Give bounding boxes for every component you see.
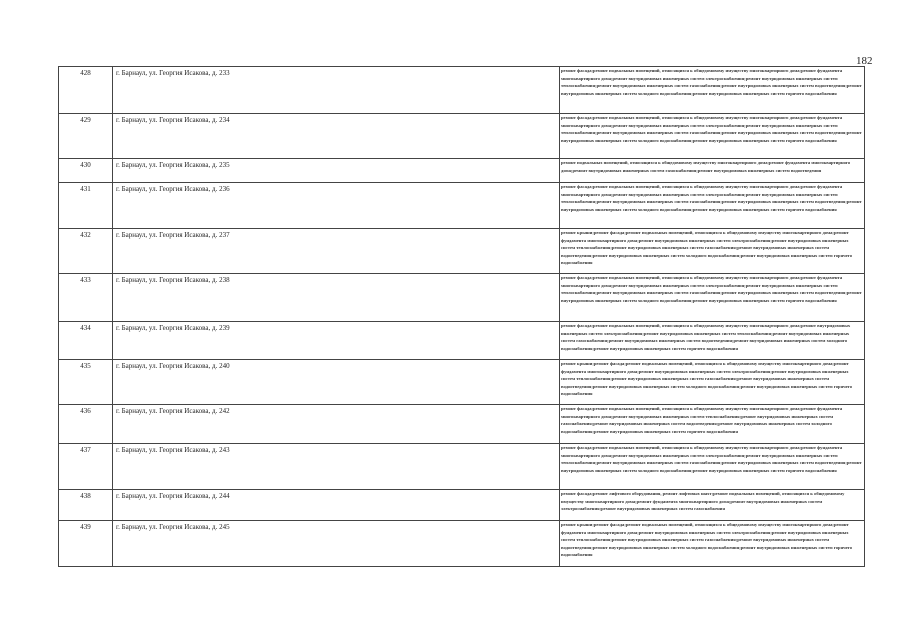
row-address: г. Барнаул, ул. Георгия Исакова, д. 233 [113,67,560,114]
row-works: ремонт фасада;ремонт подвальных помещений, относящихся к общедомовому имуществу многоквартирного дома;ремонт фундамента многоквартирного дома;ремонт внутридомовых инженерных систем электроснабжения;ремонт внутридомовых инженерных систем теплоснабжения;ремонт внутридомовых инженерных систем газоснабжения;ремонт внутридомовых инженерных систем водоотведения;ремонт внутридомовых инженерных систем холодного водоснабжения;ремонт внутридомовых инженерных систем горячего водоснабжения [560,114,865,159]
row-address: г. Барнаул, ул. Георгия Исакова, д. 245 [113,521,560,567]
row-address: г. Барнаул, ул. Георгия Исакова, д. 237 [113,229,560,274]
row-number: 431 [59,183,113,229]
table-row [59,274,865,322]
table-row [59,159,865,183]
row-address: г. Барнаул, ул. Георгия Исакова, д. 238 [113,274,560,322]
row-address: г. Барнаул, ул. Георгия Исакова, д. 240 [113,360,560,405]
row-works: ремонт крыши;ремонт фасада;ремонт подвальных помещений, относящихся к общедомовому имуществу многоквартирного дома;ремонт фундамента многоквартирного дома;ремонт внутридомовых инженерных систем электроснабжения;ремонт внутридомовых инженерных систем теплоснабжения;ремонт внутридомовых инженерных систем газоснабжения;ремонт внутридомовых инженерных систем водоотведения;ремонт внутридомовых инженерных систем холодного водоснабжения;ремонт внутридомовых инженерных систем горячего водоснабжения [560,360,865,405]
row-number: 432 [59,229,113,274]
row-works: ремонт крыши;ремонт фасада;ремонт подвальных помещений, относящихся к общедомовому имуществу многоквартирного дома;ремонт фундамента многоквартирного дома;ремонт внутридомовых инженерных систем электроснабжения;ремонт внутридомовых инженерных систем теплоснабжения;ремонт внутридомовых инженерных систем газоснабжения;ремонт внутридомовых инженерных систем водоотведения;ремонт внутридомовых инженерных систем холодного водоснабжения;ремонт внутридомовых инженерных систем горячего водоснабжения [560,229,865,274]
row-works: ремонт фасада;ремонт подвальных помещений, относящихся к общедомовому имуществу многоквартирного дома;ремонт фундамента многоквартирного дома;ремонт внутридомовых инженерных систем электроснабжения;ремонт внутридомовых инженерных систем теплоснабжения;ремонт внутридомовых инженерных систем газоснабжения;ремонт внутридомовых инженерных систем водоотведения;ремонт внутридомовых инженерных систем холодного водоснабжения;ремонт внутридомовых инженерных систем горячего водоснабжения [560,183,865,229]
page-number: 182 [856,55,873,67]
row-address: г. Барнаул, ул. Георгия Исакова, д. 234 [113,114,560,159]
repair-table-body [59,67,865,567]
row-works: ремонт фасада;ремонт подвальных помещений, относящихся к общедомовому имуществу многоквартирного дома;ремонт фундамента многоквартирного дома;ремонт внутридомовых инженерных систем электроснабжения;ремонт внутридомовых инженерных систем теплоснабжения;ремонт внутридомовых инженерных систем газоснабжения;ремонт внутридомовых инженерных систем водоотведения;ремонт внутридомовых инженерных систем холодного водоснабжения;ремонт внутридомовых инженерных систем горячего водоснабжения [560,67,865,114]
repair-table [58,66,865,567]
row-address: г. Барнаул, ул. Георгия Исакова, д. 239 [113,322,560,360]
table-row [59,229,865,274]
row-number: 428 [59,67,113,114]
row-number: 433 [59,274,113,322]
row-works: ремонт фасада;ремонт подвальных помещений, относящихся к общедомовому имуществу многоквартирного дома;ремонт внутридомовых инженерных систем электроснабжения;ремонт внутридомовых инженерных систем теплоснабжения;ремонт внутридомовых инженерных систем газоснабжения;ремонт внутридомовых инженерных систем водоотведения;ремонт внутридомовых инженерных систем холодного водоснабжения;ремонт внутридомовых инженерных систем горячего водоснабжения [560,322,865,360]
row-works: ремонт фасада;ремонт лифтового оборудования, ремонт лифтовых шахт;ремонт подвальных помещений, относящихся к общедомовому имуществу многоквартирного дома;ремонт фундамента многоквартирного дома;ремонт внутридомовых инженерных систем электроснабжения;ремонт внутридомовых инженерных систем газоснабжения [560,490,865,521]
row-address: г. Барнаул, ул. Георгия Исакова, д. 243 [113,444,560,490]
row-works: ремонт фасада;ремонт подвальных помещений, относящихся к общедомовому имуществу многоквартирного дома;ремонт фундамента многоквартирного дома;ремонт внутридомовых инженерных систем электроснабжения;ремонт внутридомовых инженерных систем теплоснабжения;ремонт внутридомовых инженерных систем газоснабжения;ремонт внутридомовых инженерных систем водоотведения;ремонт внутридомовых инженерных систем холодного водоснабжения;ремонт внутридомовых инженерных систем горячего водоснабжения [560,444,865,490]
row-works: ремонт подвальных помещений, относящихся к общедомовому имуществу многоквартирного дома;ремонт фундамента многоквартирного дома;ремонт внутридомовых инженерных систем газоснабжения;ремонт внутридомовых инженерных систем водоотведения [560,159,865,183]
row-number: 439 [59,521,113,567]
row-address: г. Барнаул, ул. Георгия Исакова, д. 235 [113,159,560,183]
row-number: 429 [59,114,113,159]
row-works: ремонт крыши;ремонт фасада;ремонт подвальных помещений, относящихся к общедомовому имуществу многоквартирного дома;ремонт фундамента многоквартирного дома;ремонт внутридомовых инженерных систем электроснабжения;ремонт внутридомовых инженерных систем теплоснабжения;ремонт внутридомовых инженерных систем газоснабжения;ремонт внутридомовых инженерных систем водоотведения;ремонт внутридомовых инженерных систем холодного водоснабжения;ремонт внутридомовых инженерных систем горячего водоснабжения [560,521,865,567]
table-row [59,360,865,405]
row-address: г. Барнаул, ул. Георгия Исакова, д. 244 [113,490,560,521]
table-row [59,114,865,159]
row-number: 434 [59,322,113,360]
table-row [59,67,865,114]
table-row [59,405,865,444]
row-works: ремонт фасада;ремонт подвальных помещений, относящихся к общедомовому имуществу многоквартирного дома;ремонт фундамента многоквартирного дома;ремонт внутридомовых инженерных систем теплоснабжения;ремонт внутридомовых инженерных систем газоснабжения;ремонт внутридомовых инженерных систем водоотведения;ремонт внутридомовых инженерных систем холодного водоснабжения;ремонт внутридомовых инженерных систем горячего водоснабжения [560,405,865,444]
row-number: 437 [59,444,113,490]
row-works: ремонт фасада;ремонт подвальных помещений, относящихся к общедомовому имуществу многоквартирного дома;ремонт фундамента многоквартирного дома;ремонт внутридомовых инженерных систем электроснабжения;ремонт внутридомовых инженерных систем теплоснабжения;ремонт внутридомовых инженерных систем газоснабжения;ремонт внутридомовых инженерных систем водоотведения;ремонт внутридомовых инженерных систем холодного водоснабжения;ремонт внутридомовых инженерных систем горячего водоснабжения [560,274,865,322]
table-row [59,490,865,521]
row-number: 435 [59,360,113,405]
table-row [59,444,865,490]
row-number: 436 [59,405,113,444]
table-row [59,183,865,229]
row-number: 438 [59,490,113,521]
row-number: 430 [59,159,113,183]
table-row [59,322,865,360]
table-row [59,521,865,567]
row-address: г. Барнаул, ул. Георгия Исакова, д. 236 [113,183,560,229]
row-address: г. Барнаул, ул. Георгия Исакова, д. 242 [113,405,560,444]
